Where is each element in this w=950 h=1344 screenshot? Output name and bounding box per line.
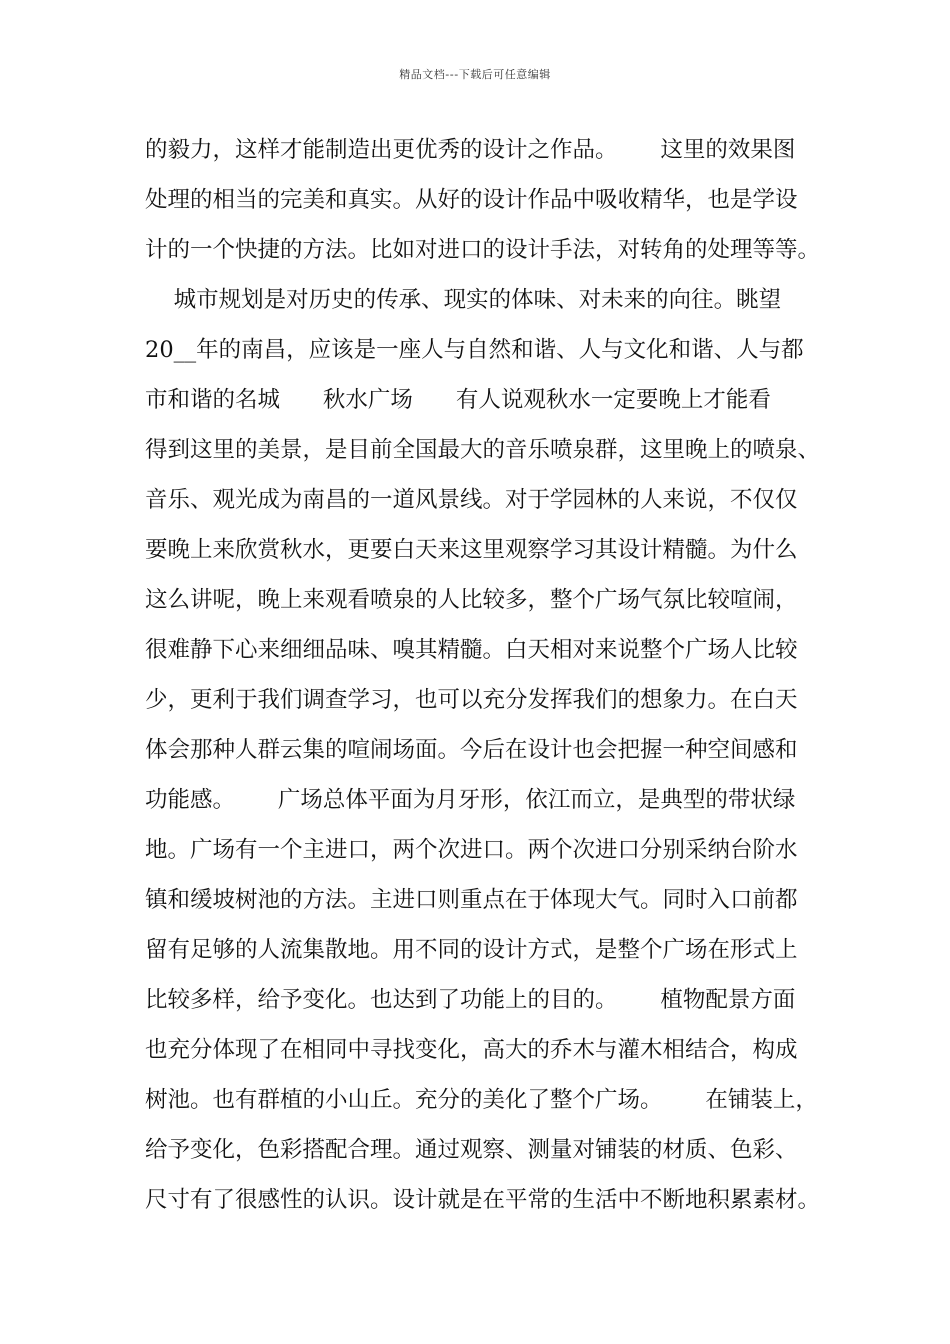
text-line: 城市规划是对历史的传承、现实的体味、对未来的向往。眺望	[145, 287, 782, 313]
text-line: 树池。也有群植的小山丘。充分的美化了整个广场。 在铺装上，	[145, 1087, 818, 1113]
text-line: 这么讲呢，晚上来观看喷泉的人比较多，整个广场气氛比较喧闹，	[145, 587, 798, 613]
text-line: 计的一个快捷的方法。比如对进口的设计手法，对转角的处理等等。	[145, 237, 821, 263]
text-line: 要晚上来欣赏秋水，更要白天来这里观察学习其设计精髓。为什么	[145, 537, 798, 563]
text-line: 市和谐的名城 秋水广场 有人说观秋水一定要晚上才能看	[145, 387, 771, 413]
text-line: 镇和缓坡树池的方法。主进口则重点在于体现大气。同时入口前都	[145, 887, 798, 913]
text-line: 处理的相当的完美和真实。从好的设计作品中吸收精华，也是学设	[145, 187, 798, 213]
text-line: 留有足够的人流集散地。用不同的设计方式，是整个广场在形式上	[145, 937, 798, 963]
text-line: 少，更利于我们调查学习，也可以充分发挥我们的想象力。在白天	[145, 687, 798, 713]
text-line: 得到这里的美景，是目前全国最大的音乐喷泉群，这里晚上的喷泉、	[145, 437, 821, 463]
body-text	[145, 132, 835, 1232]
text-line: 功能感。 广场总体平面为月牙形，依江而立，是典型的带状绿	[145, 787, 796, 813]
text-line: 20__年的南昌，应该是一座人与自然和谐、人与文化和谐、人与都	[145, 337, 804, 363]
text-line: 体会那种人群云集的喧闹场面。今后在设计也会把握一种空间感和	[145, 737, 798, 763]
page-header: 精品文档---下载后可任意编辑	[399, 68, 551, 81]
text-line: 也充分体现了在相同中寻找变化，高大的乔木与灌木相结合，构成	[145, 1037, 798, 1063]
text-line: 的毅力，这样才能制造出更优秀的设计之作品。 这里的效果图	[145, 137, 796, 163]
text-line: 给予变化，色彩搭配合理。通过观察、测量对铺装的材质、色彩、	[145, 1137, 798, 1163]
text-line: 很难静下心来细细品味、嗅其精髓。白天相对来说整个广场人比较	[145, 637, 798, 663]
text-line: 音乐、观光成为南昌的一道风景线。对于学园林的人来说，不仅仅	[145, 487, 798, 513]
text-line: 尺寸有了很感性的认识。设计就是在平常的生活中不断地积累素材。	[145, 1187, 821, 1213]
text-line: 地。广场有一个主进口，两个次进口。两个次进口分别采纳台阶水	[145, 837, 798, 863]
text-line: 比较多样，给予变化。也达到了功能上的目的。 植物配景方面	[145, 987, 796, 1013]
